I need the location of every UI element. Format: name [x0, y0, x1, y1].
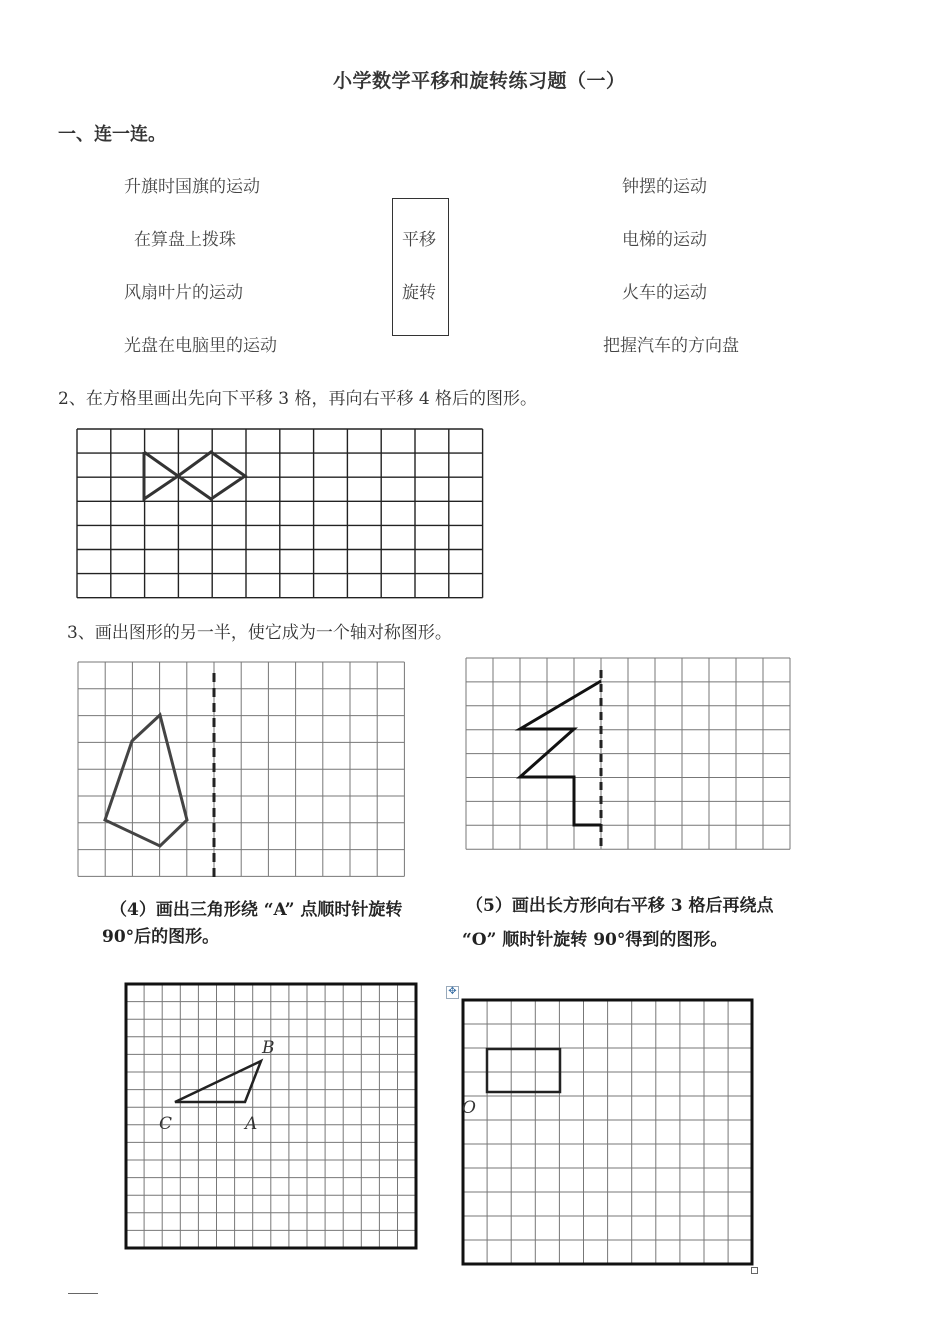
left-item-3: 风扇叶片的运动	[124, 283, 243, 303]
q4-text-line2: 90°后的图形。	[102, 927, 220, 947]
resize-handle-icon[interactable]	[751, 1267, 758, 1274]
q3-text: 3、画出图形的另一半，使它成为一个轴对称图形。	[67, 623, 452, 643]
q4-label-a: A	[245, 1114, 258, 1134]
q5-rectangle	[487, 1049, 560, 1092]
right-item-2: 电梯的运动	[622, 230, 707, 250]
page-title: 小学数学平移和旋转练习题（一）	[333, 70, 626, 92]
right-item-3: 火车的运动	[622, 283, 707, 303]
center-item-rotate: 旋转	[402, 283, 436, 303]
left-item-4: 光盘在电脑里的运动	[124, 336, 277, 356]
left-item-1: 升旗时国旗的运动	[124, 177, 260, 197]
right-item-4: 把握汽车的方向盘	[603, 336, 739, 356]
q4-text-line1: （4）画出三角形绕 “A” 点顺时针旋转	[110, 900, 403, 920]
q5-text-line2: “O” 顺时针旋转 90°得到的图形。	[462, 930, 728, 950]
footer-line	[68, 1293, 98, 1294]
q1-heading: 一、连一连。	[58, 124, 166, 145]
center-item-translate: 平移	[402, 230, 436, 250]
q2-text: 2、在方格里画出先向下平移 3 格，再向右平移 4 格后的图形。	[58, 389, 538, 409]
right-item-1: 钟摆的运动	[622, 177, 707, 197]
q4-label-c: C	[159, 1114, 173, 1134]
move-handle-icon[interactable]: ✥	[446, 986, 459, 999]
q5-label-o: O	[462, 1098, 476, 1118]
q4-label-b: B	[262, 1038, 275, 1058]
q5-text-line1: （5）画出长方形向右平移 3 格后再绕点	[466, 896, 774, 916]
left-item-2: 在算盘上拨珠	[134, 230, 236, 250]
